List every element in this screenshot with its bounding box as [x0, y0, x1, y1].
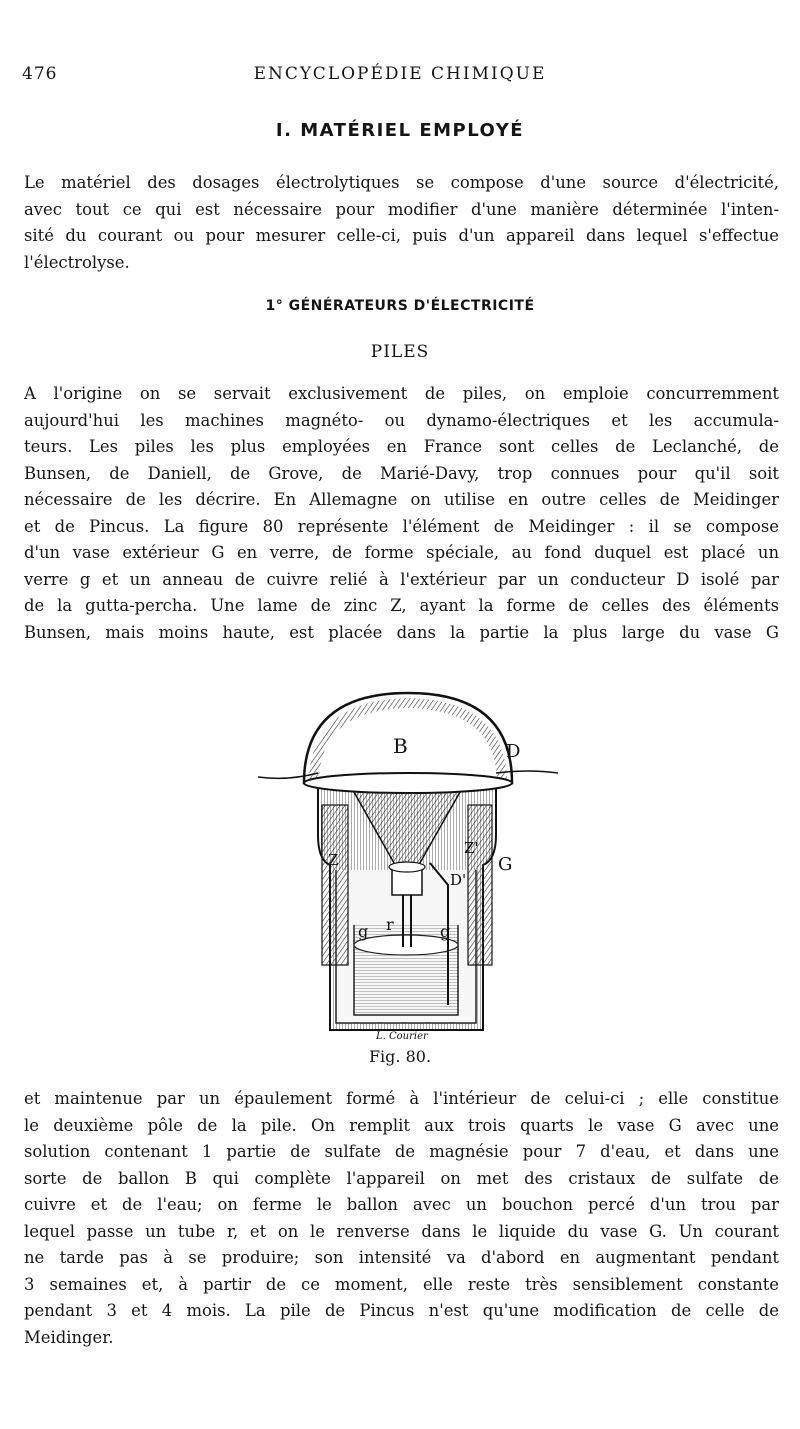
meidinger-cell-figure [258, 685, 558, 1045]
text-line: Le matériel des dosages électrolytiques se compose d'une source d'électricité, [24, 173, 779, 192]
text-line: verre g et un anneau de cuivre relié à l'extérieur par un conducteur D isolé par [24, 569, 779, 589]
section-title: I. MATÉRIEL EMPLOYÉ [275, 120, 525, 141]
text-line: sorte de ballon B qui complète l'appareil on met des cristaux de sulfate de [24, 1168, 779, 1188]
page-header [22, 64, 778, 88]
text-line: aujourd'hui les machines magnéto- ou dynamo-électriques et les accumula- [24, 410, 779, 430]
text-line: A l'origine on se servait exclusivement de piles, on emploie concurremment [24, 384, 779, 403]
label-b: B [393, 734, 408, 758]
label-g-left: g [358, 922, 369, 941]
label-g-right: g [440, 922, 451, 941]
zinc-plate-z-prime [468, 805, 492, 965]
label-d: D [506, 741, 521, 762]
text-line: de la gutta-percha. Une lame de zinc Z, ayant la forme de celles des éléments [24, 596, 779, 615]
text-line: et maintenue par un épaulement formé à l'intérieur de celui-ci ; elle constitue [24, 1089, 779, 1108]
text-line: Meidinger. [24, 1327, 114, 1347]
label-g: G [498, 854, 513, 875]
continuation-paragraph [24, 1086, 779, 1351]
text-line: sité du courant ou pour mesurer celle-ci, puis d'un appareil dans lequel s'effectue [24, 226, 779, 245]
text-line: ne tarde pas à se produire; son intensité va d'abord en augmentant pendant [24, 1248, 779, 1267]
subsection-title: 1° GÉNÉRATEURS D'ÉLECTRICITÉ [265, 298, 535, 314]
engraver-signature: L. Courier [376, 1031, 428, 1042]
label-z-prime: Z' [464, 839, 479, 857]
running-title: ENCYCLOPÉDIE CHIMIQUE [253, 64, 547, 84]
text-line: Bunsen, de Daniell, de Grove, de Marié-Davy, trop connues pour qu'il soit [24, 463, 779, 483]
text-line: cuivre et de l'eau; on ferme le ballon avec un bouchon percé d'un trou par [24, 1195, 779, 1214]
text-line: pendant 3 et 4 mois. La pile de Pincus n'est qu'une modification de celle de [24, 1301, 779, 1320]
label-d-prime: D' [450, 871, 467, 889]
text-line: 3 semaines et, à partir de ce moment, elle reste très sensiblement constante [24, 1274, 779, 1294]
text-line: le deuxième pôle de la pile. On remplit aux trois quarts le vase G avec une [24, 1115, 779, 1135]
label-r: r [386, 915, 394, 934]
meidinger-cell-engraving [258, 685, 558, 1045]
piles-paragraph [24, 381, 779, 646]
intro-paragraph [24, 170, 779, 276]
text-line: avec tout ce qui est nécessaire pour modifier d'une manière déterminée l'inten- [24, 199, 779, 219]
figure-caption: Fig. 80. [368, 1047, 432, 1066]
text-line: lequel passe un tube r, et on le renverse dans le liquide du vase G. Un courant [24, 1221, 779, 1241]
zinc-plate-z [322, 805, 348, 965]
text-line: d'un vase extérieur G en verre, de forme spéciale, au fond duquel est placé un [24, 543, 779, 562]
text-line: l'électrolyse. [24, 252, 130, 272]
text-line: nécessaire de les décrire. En Allemagne on utilise en outre celles de Meidinger [24, 490, 779, 509]
text-line: et de Pincus. La figure 80 représente l'élément de Meidinger : il se compose [24, 516, 779, 536]
text-line: teurs. Les piles les plus employées en France sont celles de Leclanché, de [24, 437, 779, 456]
label-z: Z [328, 851, 339, 869]
text-line: solution contenant 1 partie de sulfate de magnésie pour 7 d'eau, et dans une [24, 1142, 779, 1161]
subsection-subtitle: PILES [370, 342, 430, 362]
wire-d [496, 771, 558, 773]
page-number: 476 [22, 64, 58, 84]
text-line: Bunsen, mais moins haute, est placée dans la partie la plus large du vase G [24, 622, 779, 642]
